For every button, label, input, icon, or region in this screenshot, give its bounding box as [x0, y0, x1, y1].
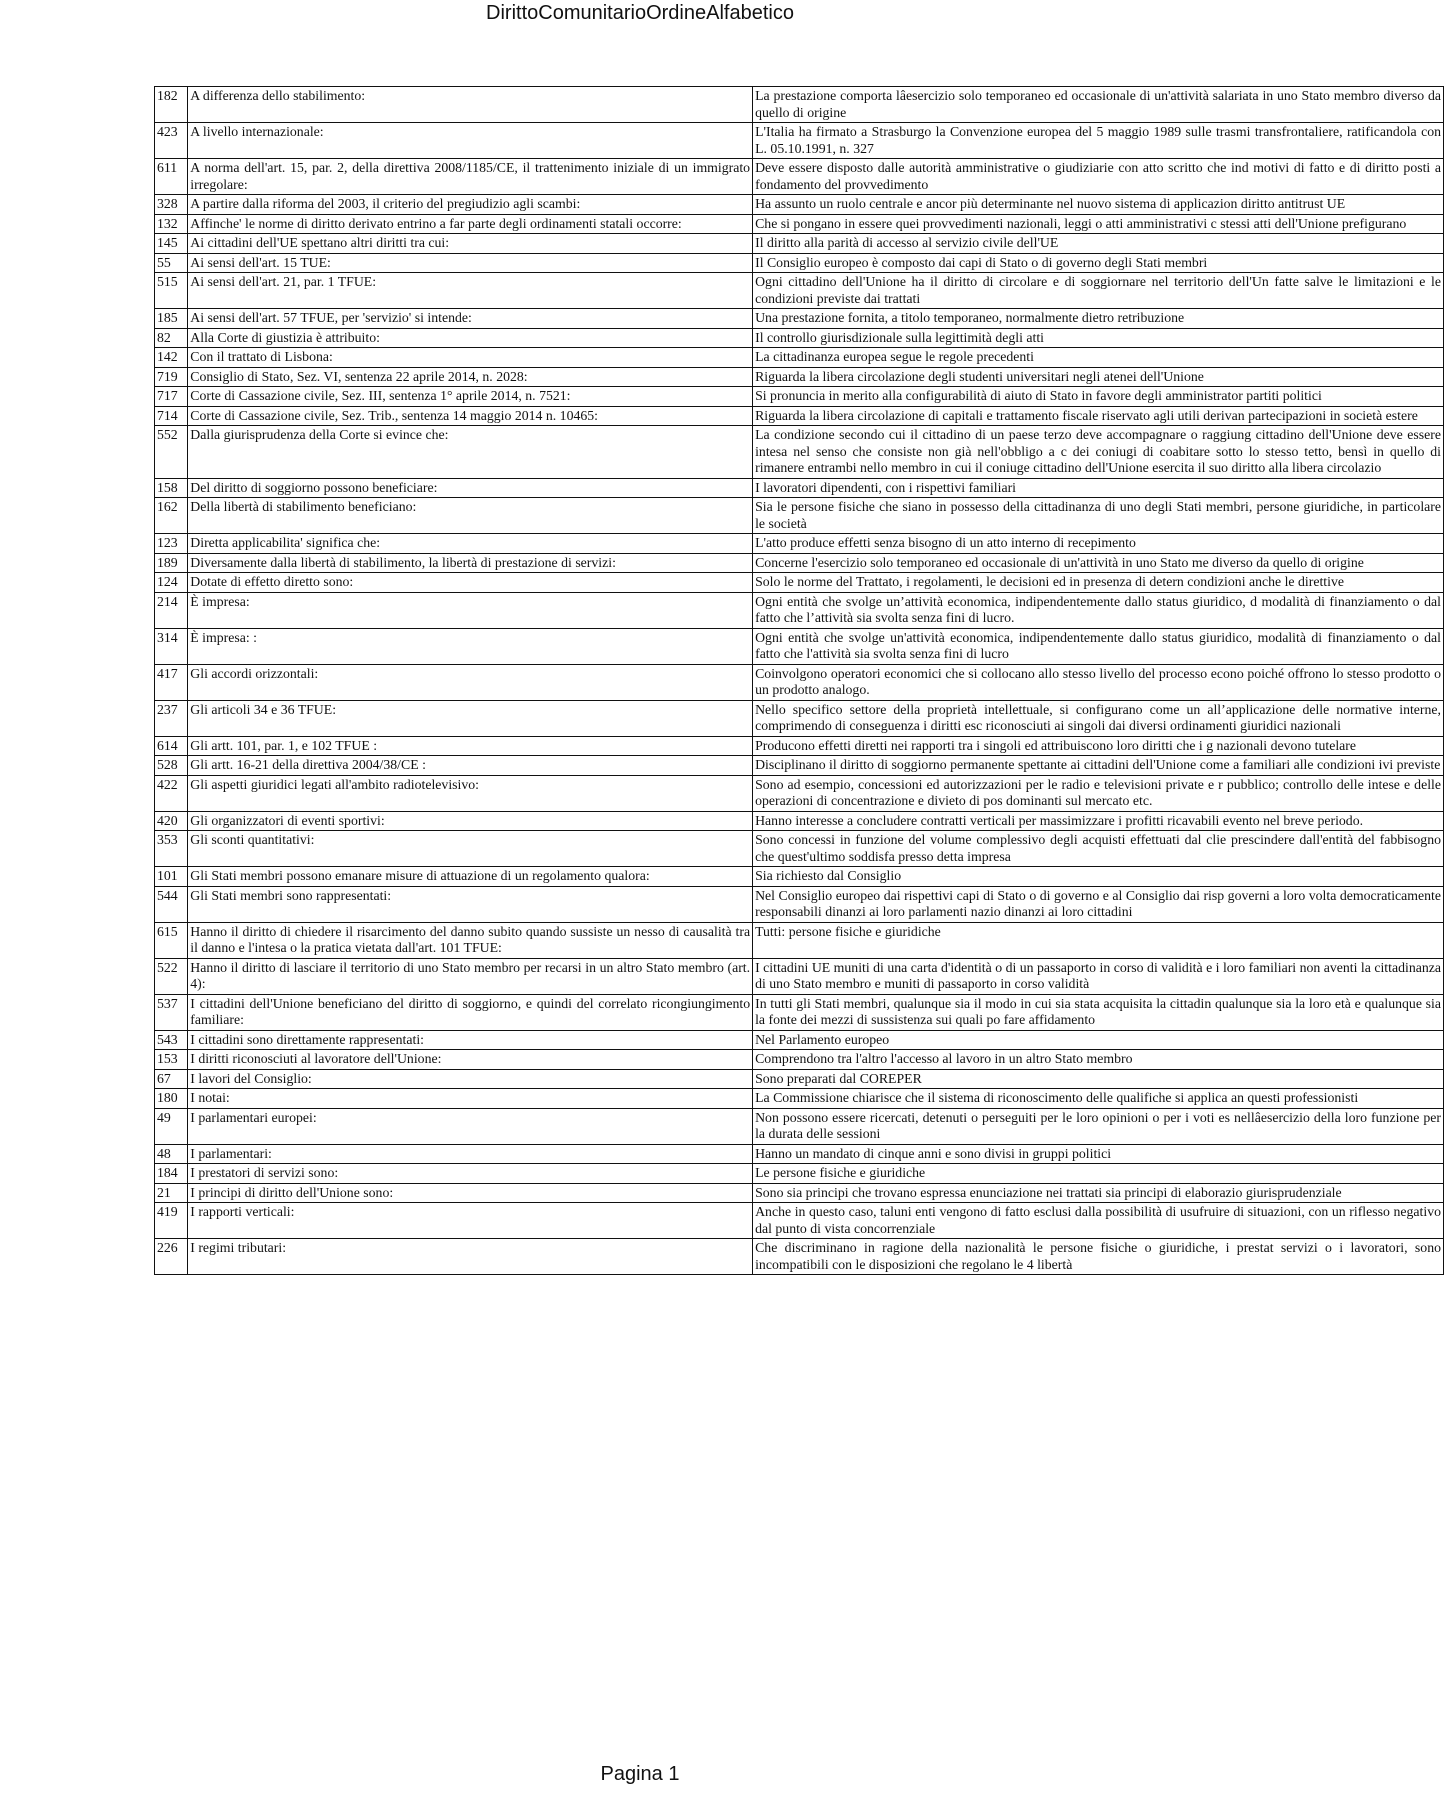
- question-cell: Gli Stati membri sono rappresentati:: [188, 886, 753, 922]
- table-row: [155, 478, 1444, 498]
- question-cell: I regimi tributari:: [188, 1239, 753, 1275]
- row-number: 180: [155, 1089, 188, 1109]
- document-title: DirittoComunitarioOrdineAlfabetico: [486, 2, 794, 24]
- table-row: [155, 214, 1444, 234]
- table-row: [155, 498, 1444, 534]
- answer-cell: Non possono essere ricercati, detenuti o perseguiti per le loro opinioni o per i voti es nellâesercizio della loro funzione per la durata delle sessioni: [753, 1108, 1444, 1144]
- question-cell: Affinche' le norme di diritto derivato entrino a far parte degli ordinamenti statali occorre:: [188, 214, 753, 234]
- table-row: [155, 367, 1444, 387]
- question-cell: Alla Corte di giustizia è attribuito:: [188, 328, 753, 348]
- row-number: 717: [155, 387, 188, 407]
- question-cell: A differenza dello stabilimento:: [188, 87, 753, 123]
- question-cell: Ai sensi dell'art. 21, par. 1 TFUE:: [188, 273, 753, 309]
- table-row: [155, 994, 1444, 1030]
- table-row: [155, 592, 1444, 628]
- table-row: [155, 426, 1444, 479]
- row-number: 237: [155, 700, 188, 736]
- table-row: [155, 1069, 1444, 1089]
- row-number: 101: [155, 867, 188, 887]
- table-row: [155, 628, 1444, 664]
- answer-cell: Sia le persone fisiche che siano in possesso della cittadinanza di uno degli Stati membri, persone giuridiche, in particolare le società: [753, 498, 1444, 534]
- answer-cell: Sono preparati dal COREPER: [753, 1069, 1444, 1089]
- row-number: 719: [155, 367, 188, 387]
- question-cell: Diretta applicabilita' significa che:: [188, 534, 753, 554]
- answer-cell: Ogni entità che svolge un'attività economica, indipendentemente dallo status giuridico, modalità di finanziamento o dal fatto che l'attività sia svolta senza fini di lucro: [753, 628, 1444, 664]
- glossary-table-body: [155, 87, 1444, 1275]
- row-number: 184: [155, 1164, 188, 1184]
- row-number: 21: [155, 1183, 188, 1203]
- table-row: [155, 922, 1444, 958]
- answer-cell: La Commissione chiarisce che il sistema di riconoscimento delle qualifiche si applica an questi professionisti: [753, 1089, 1444, 1109]
- answer-cell: Producono effetti diretti nei rapporti tra i singoli ed attribuiscono loro diritti che i g nazionali devono tutelare: [753, 736, 1444, 756]
- answer-cell: Hanno interesse a concludere contratti verticali per massimizzare i profitti ricavabili evento nel breve periodo.: [753, 811, 1444, 831]
- row-number: 48: [155, 1144, 188, 1164]
- answer-cell: Le persone fisiche e giuridiche: [753, 1164, 1444, 1184]
- question-cell: Gli artt. 101, par. 1, e 102 TFUE :: [188, 736, 753, 756]
- row-number: 543: [155, 1030, 188, 1050]
- answer-cell: Nel Parlamento europeo: [753, 1030, 1444, 1050]
- table-row: [155, 553, 1444, 573]
- table-row: [155, 1050, 1444, 1070]
- row-number: 214: [155, 592, 188, 628]
- question-cell: Gli aspetti giuridici legati all'ambito radiotelevisivo:: [188, 775, 753, 811]
- question-cell: Consiglio di Stato, Sez. VI, sentenza 22 aprile 2014, n. 2028:: [188, 367, 753, 387]
- row-number: 714: [155, 406, 188, 426]
- question-cell: A livello internazionale:: [188, 123, 753, 159]
- row-number: 417: [155, 664, 188, 700]
- table-row: [155, 775, 1444, 811]
- glossary-table-container: [154, 86, 1441, 1732]
- question-cell: I cittadini dell'Unione beneficiano del diritto di soggiorno, e quindi del correlato ricongiungimento familiare:: [188, 994, 753, 1030]
- answer-cell: Concerne l'esercizio solo temporaneo ed occasionale di un'attività in uno Stato me diverso da quello di origine: [753, 553, 1444, 573]
- answer-cell: In tutti gli Stati membri, qualunque sia il modo in cui sia stata acquisita la cittadin qualunque sia la loro età e qualunque sia la fonte dei mezzi di sussistenza sui quali po fare affidamento: [753, 994, 1444, 1030]
- row-number: 423: [155, 123, 188, 159]
- table-row: [155, 867, 1444, 887]
- question-cell: È impresa: :: [188, 628, 753, 664]
- row-number: 132: [155, 214, 188, 234]
- answer-cell: Che si pongano in essere quei provvedimenti nazionali, leggi o atti amministrativi c stessi atti dell'Unione prefigurano: [753, 214, 1444, 234]
- answer-cell: Hanno un mandato di cinque anni e sono divisi in gruppi politici: [753, 1144, 1444, 1164]
- answer-cell: I cittadini UE muniti di una carta d'identità o di un passaporto in corso di validità e i loro familiari non aventi la cittadinanza di uno Stato membro e muniti di passaporto in corso validità: [753, 958, 1444, 994]
- row-number: 419: [155, 1203, 188, 1239]
- table-row: [155, 1089, 1444, 1109]
- table-row: [155, 736, 1444, 756]
- answer-cell: Ogni cittadino dell'Unione ha il diritto di circolare e di soggiornare nel territorio dell'Un fatte salve le limitazioni e le condizioni previste dai trattati: [753, 273, 1444, 309]
- table-row: [155, 958, 1444, 994]
- table-row: [155, 1183, 1444, 1203]
- table-row: [155, 406, 1444, 426]
- answer-cell: Sono concessi in funzione del volume complessivo degli acquisti effettuati dal clie prescindere dall'entità del fabbisogno che quest'ultimo soddisfa presso detta impresa: [753, 831, 1444, 867]
- table-row: [155, 348, 1444, 368]
- table-row: [155, 1164, 1444, 1184]
- row-number: 328: [155, 195, 188, 215]
- answer-cell: Anche in questo caso, taluni enti vengono di fatto esclusi dalla possibilità di usufruire di situazioni, con un riflesso negativo dal punto di vista concorrenziale: [753, 1203, 1444, 1239]
- answer-cell: Il controllo giurisdizionale sulla legittimità degli atti: [753, 328, 1444, 348]
- question-cell: Corte di Cassazione civile, Sez. III, sentenza 1° aprile 2014, n. 7521:: [188, 387, 753, 407]
- row-number: 182: [155, 87, 188, 123]
- table-row: [155, 195, 1444, 215]
- table-row: [155, 664, 1444, 700]
- answer-cell: Deve essere disposto dalle autorità amministrative o giudiziarie con atto scritto che ind motivi di fatto e di diritto posti a fondamento del provvedimento: [753, 159, 1444, 195]
- table-row: [155, 700, 1444, 736]
- question-cell: Dalla giurisprudenza della Corte si evince che:: [188, 426, 753, 479]
- question-cell: A norma dell'art. 15, par. 2, della direttiva 2008/1185/CE, il trattenimento iniziale di un immigrato irregolare:: [188, 159, 753, 195]
- question-cell: Dotate di effetto diretto sono:: [188, 573, 753, 593]
- answer-cell: Che discriminano in ragione della nazionalità le persone fisiche o giuridiche, i prestat servizi o i lavoratori, sono incompatibili con le disposizioni che regolano le 4 libertà: [753, 1239, 1444, 1275]
- answer-cell: Ogni entità che svolge un’attività economica, indipendentemente dallo status giuridico, d modalità di finanziamento o dal fatto che l’attività sia svolta senza fini di lucro.: [753, 592, 1444, 628]
- question-cell: Ai sensi dell'art. 57 TFUE, per 'servizio' si intende:: [188, 309, 753, 329]
- answer-cell: Ha assunto un ruolo centrale e ancor più determinante nel nuovo sistema di applicazion diritto antitrust UE: [753, 195, 1444, 215]
- answer-cell: Nel Consiglio europeo dai rispettivi capi di Stato o di governo e al Consiglio dai risp governi a loro volta democraticamente responsabili dinanzi ai loro parlamenti nazio dinanzi ai loro cittadini: [753, 886, 1444, 922]
- table-row: [155, 234, 1444, 254]
- answer-cell: Una prestazione fornita, a titolo temporaneo, normalmente dietro retribuzione: [753, 309, 1444, 329]
- table-row: [155, 328, 1444, 348]
- row-number: 123: [155, 534, 188, 554]
- page-number: Pagina 1: [600, 1763, 680, 1785]
- table-row: [155, 573, 1444, 593]
- question-cell: È impresa:: [188, 592, 753, 628]
- question-cell: Gli sconti quantitativi:: [188, 831, 753, 867]
- row-number: 162: [155, 498, 188, 534]
- table-row: [155, 831, 1444, 867]
- question-cell: Della libertà di stabilimento beneficiano:: [188, 498, 753, 534]
- row-number: 124: [155, 573, 188, 593]
- row-number: 422: [155, 775, 188, 811]
- row-number: 614: [155, 736, 188, 756]
- row-number: 145: [155, 234, 188, 254]
- row-number: 420: [155, 811, 188, 831]
- question-cell: I diritti riconosciuti al lavoratore dell'Unione:: [188, 1050, 753, 1070]
- answer-cell: Sia richiesto dal Consiglio: [753, 867, 1444, 887]
- question-cell: Gli artt. 16-21 della direttiva 2004/38/CE :: [188, 756, 753, 776]
- table-row: [155, 1108, 1444, 1144]
- question-cell: I rapporti verticali:: [188, 1203, 753, 1239]
- row-number: 185: [155, 309, 188, 329]
- question-cell: Ai cittadini dell'UE spettano altri diritti tra cui:: [188, 234, 753, 254]
- question-cell: I cittadini sono direttamente rappresentati:: [188, 1030, 753, 1050]
- answer-cell: Tutti: persone fisiche e giuridiche: [753, 922, 1444, 958]
- row-number: 522: [155, 958, 188, 994]
- row-number: 528: [155, 756, 188, 776]
- question-cell: Gli articoli 34 e 36 TFUE:: [188, 700, 753, 736]
- answer-cell: Riguarda la libera circolazione di capitali e trattamento fiscale riservato agli utili derivan partecipazioni in società estere: [753, 406, 1444, 426]
- table-row: [155, 87, 1444, 123]
- row-number: 158: [155, 478, 188, 498]
- question-cell: Con il trattato di Lisbona:: [188, 348, 753, 368]
- table-row: [155, 886, 1444, 922]
- row-number: 153: [155, 1050, 188, 1070]
- answer-cell: La condizione secondo cui il cittadino di un paese terzo deve accompagnare o raggiung cittadino dell'Unione deve essere intesa nel senso che consiste non già nell'obbligo a c dei coniugi di coabitare sotto lo stesso tetto, bensì in quello di rimanere entrambi nello membro in cui il coniuge cittadino dell'Unione esercita il suo diritto alla libera circolazio: [753, 426, 1444, 479]
- answer-cell: Si pronuncia in merito alla configurabilità di aiuto di Stato in favore degli amministrator partiti politici: [753, 387, 1444, 407]
- row-number: 314: [155, 628, 188, 664]
- answer-cell: Sono ad esempio, concessioni ed autorizzazioni per le radio e televisioni private e r pubblico; controllo delle intese e delle operazioni di concentrazione e divieto di pos dominanti sul mercato etc.: [753, 775, 1444, 811]
- row-number: 226: [155, 1239, 188, 1275]
- answer-cell: Disciplinano il diritto di soggiorno permanente spettante ai cittadini dell'Unione come a familiari alle condizioni ivi previste: [753, 756, 1444, 776]
- question-cell: I parlamentari:: [188, 1144, 753, 1164]
- row-number: 615: [155, 922, 188, 958]
- question-cell: Del diritto di soggiorno possono beneficiare:: [188, 478, 753, 498]
- row-number: 55: [155, 253, 188, 273]
- question-cell: Gli accordi orizzontali:: [188, 664, 753, 700]
- answer-cell: La prestazione comporta lâesercizio solo temporaneo ed occasionale di un'attività salariata in uno Stato membro diverso da quello di origine: [753, 87, 1444, 123]
- row-number: 82: [155, 328, 188, 348]
- row-number: 189: [155, 553, 188, 573]
- answer-cell: L'atto produce effetti senza bisogno di un atto interno di recepimento: [753, 534, 1444, 554]
- question-cell: I parlamentari europei:: [188, 1108, 753, 1144]
- row-number: 67: [155, 1069, 188, 1089]
- table-row: [155, 1030, 1444, 1050]
- table-row: [155, 309, 1444, 329]
- row-number: 552: [155, 426, 188, 479]
- row-number: 544: [155, 886, 188, 922]
- row-number: 537: [155, 994, 188, 1030]
- question-cell: Diversamente dalla libertà di stabilimento, la libertà di prestazione di servizi:: [188, 553, 753, 573]
- glossary-table: [154, 86, 1444, 1275]
- table-row: [155, 1203, 1444, 1239]
- row-number: 353: [155, 831, 188, 867]
- answer-cell: Il Consiglio europeo è composto dai capi di Stato o di governo degli Stati membri: [753, 253, 1444, 273]
- question-cell: Gli organizzatori di eventi sportivi:: [188, 811, 753, 831]
- question-cell: A partire dalla riforma del 2003, il criterio del pregiudizio agli scambi:: [188, 195, 753, 215]
- answer-cell: Coinvolgono operatori economici che si collocano allo stesso livello del processo econo poiché offrono lo stesso prodotto o un prodotto analogo.: [753, 664, 1444, 700]
- question-cell: I notai:: [188, 1089, 753, 1109]
- table-row: [155, 1239, 1444, 1275]
- table-row: [155, 273, 1444, 309]
- answer-cell: Sono sia principi che trovano espressa enunciazione nei trattati sia principi di elaborazio giurisprudenziale: [753, 1183, 1444, 1203]
- table-row: [155, 253, 1444, 273]
- table-row: [155, 387, 1444, 407]
- table-row: [155, 123, 1444, 159]
- answer-cell: I lavoratori dipendenti, con i rispettivi familiari: [753, 478, 1444, 498]
- answer-cell: Nello specifico settore della proprietà intellettuale, si configurano come un all’applicazione delle normative interne, comprimendo di conseguenza i diritti esc riconosciuti ai singoli dai diversi ordinamenti giuridici nazionali: [753, 700, 1444, 736]
- answer-cell: Il diritto alla parità di accesso al servizio civile dell'UE: [753, 234, 1444, 254]
- question-cell: Gli Stati membri possono emanare misure di attuazione di un regolamento qualora:: [188, 867, 753, 887]
- table-row: [155, 756, 1444, 776]
- question-cell: Ai sensi dell'art. 15 TUE:: [188, 253, 753, 273]
- row-number: 515: [155, 273, 188, 309]
- table-row: [155, 159, 1444, 195]
- question-cell: I lavori del Consiglio:: [188, 1069, 753, 1089]
- question-cell: Hanno il diritto di lasciare il territorio di uno Stato membro per recarsi in un altro Stato membro (art. 4):: [188, 958, 753, 994]
- row-number: 611: [155, 159, 188, 195]
- answer-cell: Solo le norme del Trattato, i regolamenti, le decisioni ed in presenza di detern condizioni anche le direttive: [753, 573, 1444, 593]
- answer-cell: L'Italia ha firmato a Strasburgo la Convenzione europea del 5 maggio 1989 sulle trasmi transfrontaliere, ratificandola con L. 05.10.1991, n. 327: [753, 123, 1444, 159]
- row-number: 142: [155, 348, 188, 368]
- table-row: [155, 811, 1444, 831]
- table-row: [155, 1144, 1444, 1164]
- question-cell: Corte di Cassazione civile, Sez. Trib., sentenza 14 maggio 2014 n. 10465:: [188, 406, 753, 426]
- table-row: [155, 534, 1444, 554]
- question-cell: Hanno il diritto di chiedere il risarcimento del danno subito quando sussiste un nesso di causalità tra il danno e l'intesa o la pratica vietata dall'art. 101 TFUE:: [188, 922, 753, 958]
- answer-cell: La cittadinanza europea segue le regole precedenti: [753, 348, 1444, 368]
- question-cell: I principi di diritto dell'Unione sono:: [188, 1183, 753, 1203]
- question-cell: I prestatori di servizi sono:: [188, 1164, 753, 1184]
- answer-cell: Comprendono tra l'altro l'accesso al lavoro in un altro Stato membro: [753, 1050, 1444, 1070]
- row-number: 49: [155, 1108, 188, 1144]
- answer-cell: Riguarda la libera circolazione degli studenti universitari negli atenei dell'Unione: [753, 367, 1444, 387]
